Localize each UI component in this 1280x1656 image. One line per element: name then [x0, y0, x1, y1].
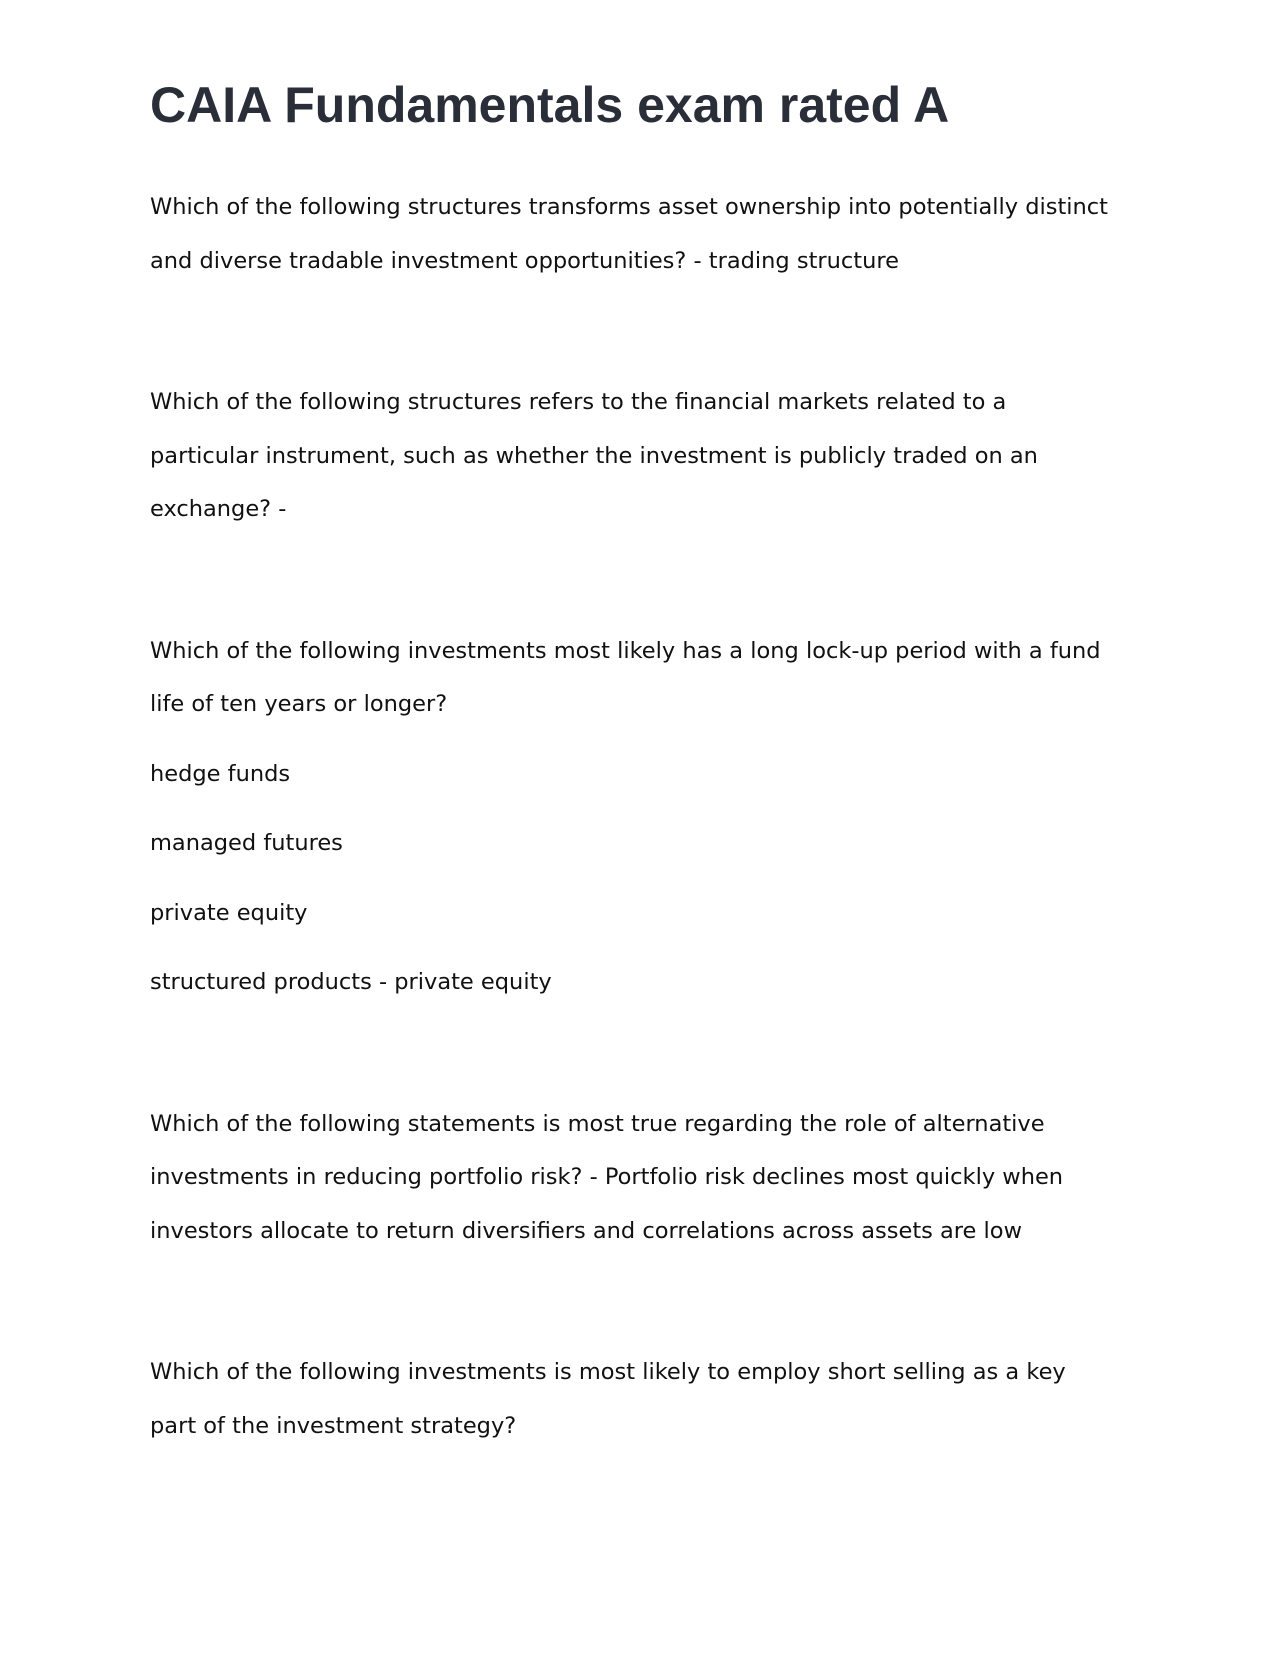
document-title: CAIA Fundamentals exam rated A	[150, 77, 950, 133]
qa-item-3	[150, 625, 1110, 1010]
option-item: hedge funds	[150, 760, 291, 787]
qa-item-2: Which of the following structures refers to the financial markets related to a particular instrument, such as whether the investment is publicly traded on an exchange? -	[150, 389, 1038, 522]
document-body	[150, 181, 1110, 1453]
qa-item-5: Which of the following investments is most likely to employ short selling as a key part of the investment strategy?	[150, 1359, 1066, 1439]
question-text: Which of the following investments most likely has a long lock-up period with a fund life of ten years or longer?	[150, 637, 1101, 717]
qa-item-1: Which of the following structures transforms asset ownership into potentially distinct and diverse tradable investment opportunities? - trading structure	[150, 194, 1108, 274]
option-item-answer: structured products - private equity	[150, 969, 552, 995]
option-item: private equity	[150, 899, 308, 926]
qa-item-4: Which of the following statements is most true regarding the role of alternative investments in reducing portfolio risk? - Portfolio risk declines most quickly when investors allocate to return diversifiers and correlations across assets are low	[150, 1110, 1064, 1244]
option-item: managed futures	[150, 830, 343, 856]
